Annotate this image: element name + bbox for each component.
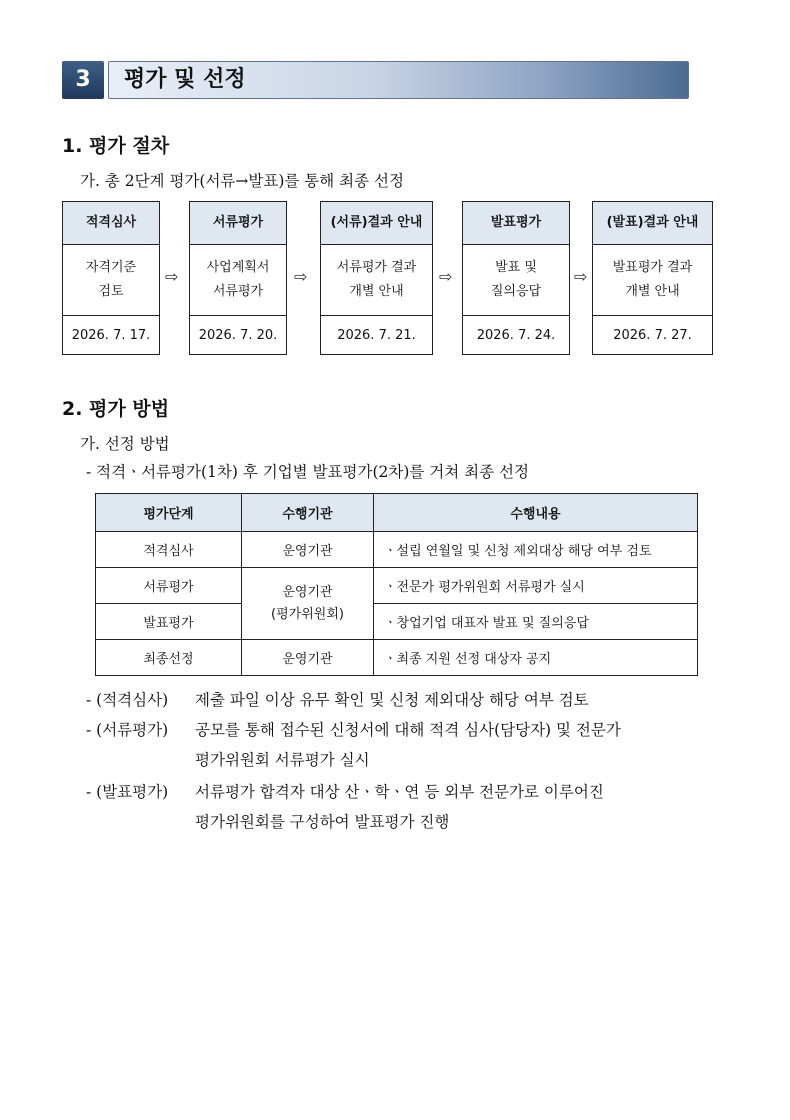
evaluation-table [95,493,698,676]
note-text-continued: 평가위원회 서류평가 실시 [195,751,370,769]
process-step-4 [462,201,570,355]
process-step-title: (발표)결과 안내 [593,202,712,245]
table-header: 수행내용 [374,494,698,532]
table-row [96,604,698,640]
table-cell-content: ㆍ창업기업 대표자 발표 및 질의응답 [374,604,698,640]
section-title: 평가 및 선정 [124,67,246,92]
process-step-date: 2026. 7. 27. [613,328,692,343]
table-cell-org-line: (평가위원회) [271,606,344,622]
table-cell-content: ㆍ설립 연월일 및 신청 제외대상 해당 여부 검토 [374,532,698,568]
table-header-row [96,494,698,532]
section-header [62,61,689,99]
note-label: - (서류평가) [86,721,169,739]
table-cell-stage: 발표평가 [96,604,242,640]
process-step-desc-line: 개별 안내 [625,284,680,299]
section-number: 3 [62,61,104,99]
process-step-title: (서류)결과 안내 [321,202,432,245]
table-header: 수행기관 [242,494,374,532]
table-cell-content: ㆍ최종 지원 선정 대상자 공지 [374,640,698,676]
method-summary: - 적격ㆍ서류평가(1차) 후 기업별 발표평가(2차)를 거쳐 최종 선정 [86,463,529,481]
table-cell-stage: 적격심사 [96,532,242,568]
process-step-desc-line: 자격기준 [85,260,137,275]
table-header: 평가단계 [96,494,242,532]
process-step-desc [463,245,569,316]
table-cell-org: 운영기관 [242,532,374,568]
table-row [96,532,698,568]
process-step-desc-line: 발표평가 결과 [612,260,693,275]
process-step-desc [593,245,712,316]
table-cell-stage: 최종선정 [96,640,242,676]
process-step-date: 2026. 7. 17. [71,328,151,343]
process-step-desc [63,245,159,316]
process-step-date: 2026. 7. 20. [198,328,278,343]
process-step-desc-line: 서류평가 결과 [336,260,417,275]
note-text-continued: 평가위원회를 구성하여 발표평가 진행 [195,813,450,831]
process-step-desc-line: 검토 [98,284,124,299]
right-arrow-icon: ⇨ [574,267,588,286]
table-cell-org-line: 운영기관 [282,584,333,600]
process-step-date: 2026. 7. 21. [337,328,416,343]
method-sub: 가. 선정 방법 [80,435,170,453]
note-text: 서류평가 합격자 대상 산ㆍ학ㆍ연 등 외부 전문가로 이루어진 [195,783,604,801]
section-title-bar [108,61,689,99]
table-row [96,568,698,604]
procedure-intro: 가. 총 2단계 평가(서류→발표)를 통해 최종 선정 [80,172,404,190]
note-text: 제출 파일 이상 유무 확인 및 신청 제외대상 해당 여부 검토 [195,691,589,709]
table-cell-org: 운영기관 [242,640,374,676]
note-text: 공모를 통해 접수된 신청서에 대해 적격 심사(담당자) 및 전문가 [195,721,621,739]
process-step-desc-line: 질의응답 [490,284,542,299]
table-cell-org [242,568,374,640]
right-arrow-icon: ⇨ [439,267,453,286]
process-step-5 [592,201,713,355]
table-cell-stage: 서류평가 [96,568,242,604]
procedure-heading: 1. 평가 절차 [62,135,170,157]
process-step-1 [62,201,160,355]
process-step-desc [190,245,286,316]
method-heading: 2. 평가 방법 [62,398,170,420]
process-step-desc-line: 서류평가 [212,284,264,299]
process-step-3 [320,201,433,355]
process-step-title: 서류평가 [190,202,286,245]
note-label: - (발표평가) [86,783,169,801]
process-step-desc-line: 개별 안내 [349,284,404,299]
process-step-desc-line: 발표 및 [495,260,537,275]
right-arrow-icon: ⇨ [294,267,308,286]
process-step-desc-line: 사업계획서 [206,260,270,275]
process-step-title: 발표평가 [463,202,569,245]
process-step-desc [321,245,432,316]
process-step-2 [189,201,287,355]
right-arrow-icon: ⇨ [165,267,179,286]
process-step-date: 2026. 7. 24. [476,328,556,343]
note-label: - (적격심사) [86,691,169,709]
table-cell-content: ㆍ전문가 평가위원회 서류평가 실시 [374,568,698,604]
table-row [96,640,698,676]
process-step-title: 적격심사 [63,202,159,245]
